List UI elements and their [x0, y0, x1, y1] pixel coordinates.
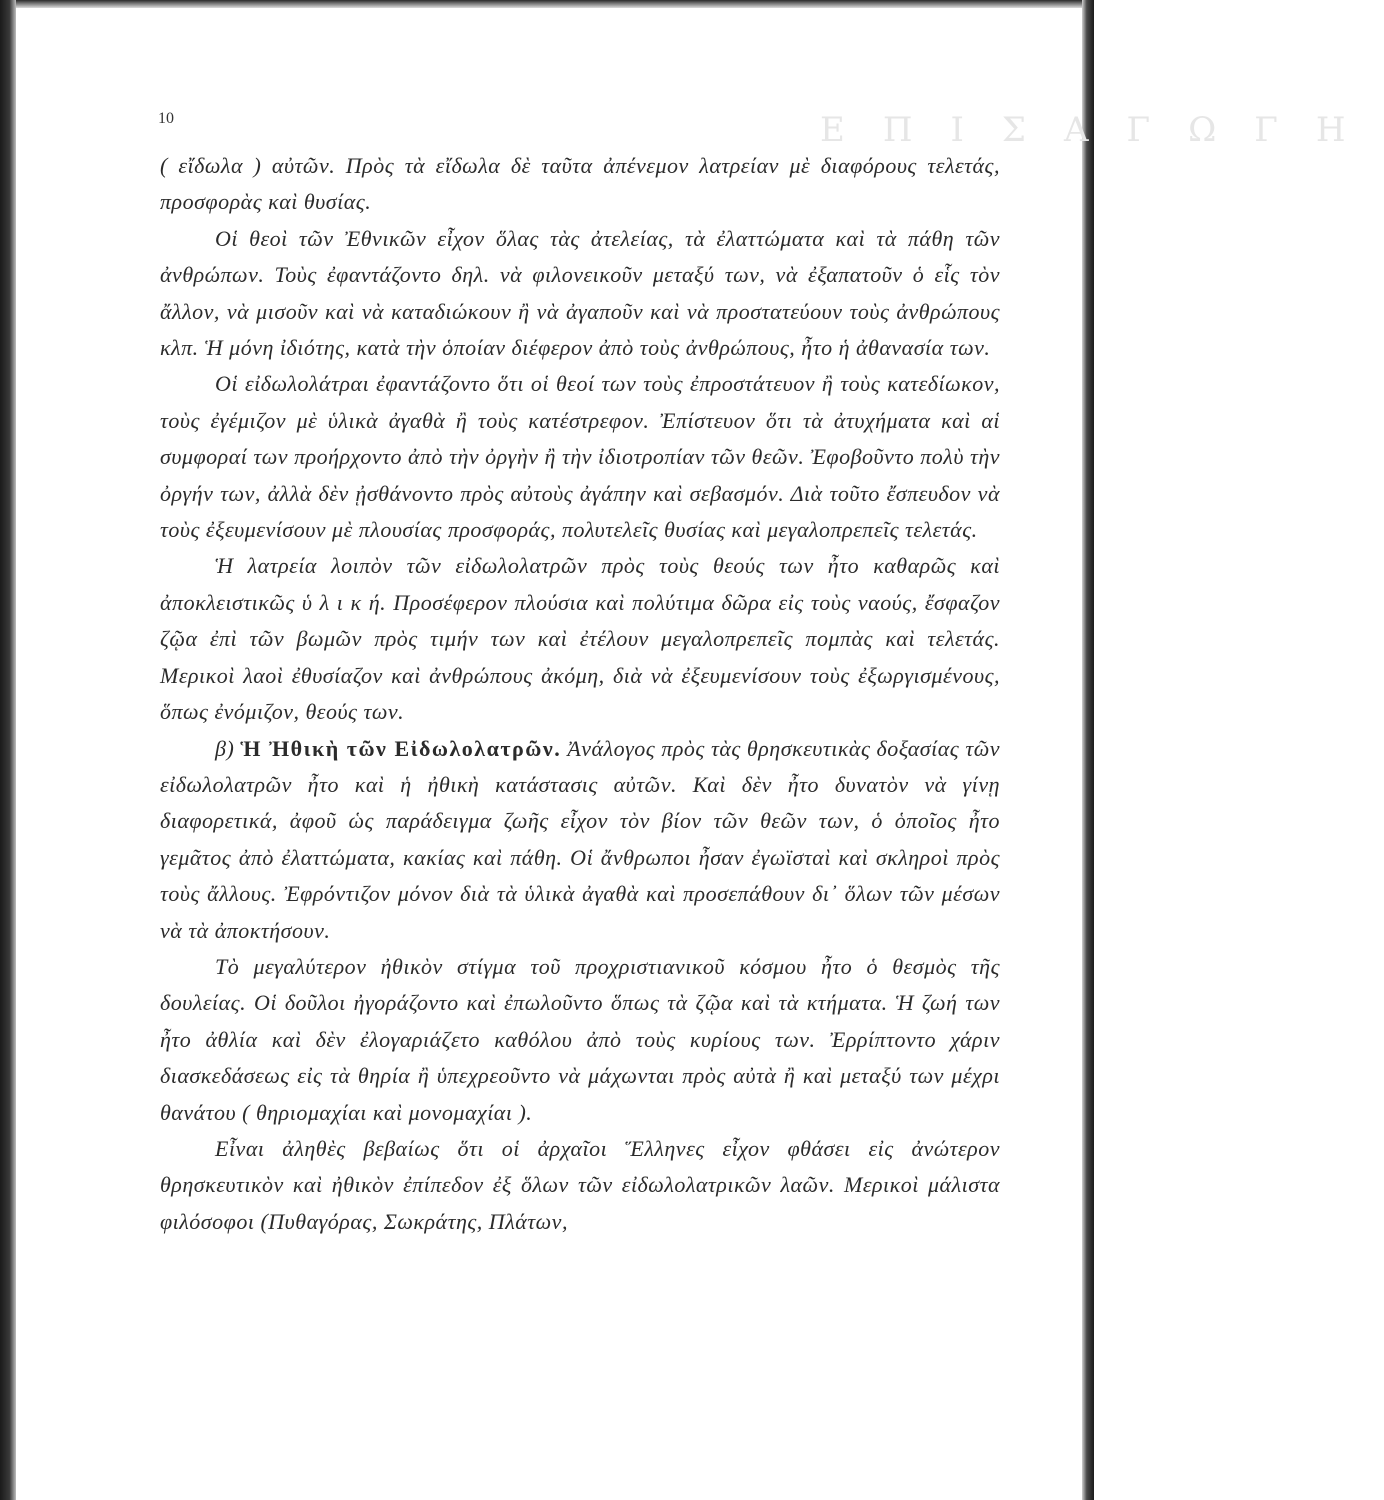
paragraph-3: Οἱ εἰδωλολάτραι ἐφαντάζοντο ὅτι οἱ θεοί των τοὺς ἐπροστάτευον ἢ τοὺς κατεδίωκον, τοὺς ἐγέμιζον μὲ ὑλικὰ ἀγαθὰ ἢ τοὺς κατέστρεφον. Ἐπίστευον ὅτι τὰ ἀτυχήματα καὶ αἱ συμφοραί των προήρχοντο ἀπὸ τὴν ὀργὴν ἢ τὴν ἰδιοτροπίαν τῶν θεῶν. Ἐφοβοῦντο πολὺ τὴν ὀργήν των, ἀλλὰ δὲν ᾐσθάνοντο πρὸς αὐτοὺς ἀγάπην καὶ σεβασμόν. Διὰ τοῦτο ἔσπευδον νὰ τοὺς ἐξευμενίσουν μὲ πλουσίας προσφοράς, πολυτελεῖς θυσίας καὶ μεγαλοπρεπεῖς τελετάς. — [160, 371, 1000, 543]
paragraph-5 — [160, 731, 1000, 949]
section-heading: Ἡ Ἠθικὴ τῶν Εἰδωλολατρῶν. — [240, 735, 562, 761]
body-text — [160, 148, 1000, 1240]
bleed-through-header: ΕΠΙΣΑΓΩΓΗ — [820, 110, 1384, 150]
paragraph-1: ( εἴδωλα ) αὐτῶν. Πρὸς τὰ εἴδωλα δὲ ταῦτα ἀπένεμον λατρείαν μὲ διαφόρους τελετάς, προσφορὰς καὶ θυσίας. — [160, 153, 1000, 215]
page-number: 10 — [158, 110, 174, 127]
paragraph-4: Ἡ λατρεία λοιπὸν τῶν εἰδωλολατρῶν πρὸς τοὺς θεούς των ἦτο καθαρῶς καὶ ἀποκλειστικῶς ὑ λ ι κ ή. Προσέφερον πλούσια καὶ πολύτιμα δῶρα εἰς τοὺς ναούς, ἔσφαζον ζῷα ἐπὶ τῶν βωμῶν πρὸς τιμήν των καὶ ἐτέλουν μεγαλοπρεπεῖς πομπὰς καὶ τελετάς. Μερικοὶ λαοὶ ἐθυσίαζον καὶ ἀνθρώπους ἀκόμη, διὰ νὰ ἐξευμενίσουν τοὺς ἐξωργισμένους, ὅπως ἐνόμιζον, θεούς των. — [160, 553, 1000, 725]
paragraph-5-text: Ἀνάλογος πρὸς τὰς θρησκευτικὰς δοξασίας τῶν εἰδωλολατρῶν ἦτο καὶ ἡ ἠθικὴ κατάστασις αὐτῶν. Καὶ δὲν ἦτο δυνατὸν νὰ γίνῃ διαφορετικά, ἀφοῦ ὡς παράδειγμα ζωῆς εἶχον τὸν βίον τῶν θεῶν των, ὁ ὁποῖος ἦτο γεμᾶτος ἀπὸ ἐλαττώματα, κακίας καὶ πάθη. Οἱ ἄνθρωποι ἦσαν ἐγωϊσταὶ καὶ σκληροὶ πρὸς τοὺς ἄλλους. Ἐφρόντιζον μόνον διὰ τὰ ὑλικὰ ἀγαθὰ καὶ προσεπάθουν δι᾽ ὅλων τῶν μέσων νὰ τὰ ἀποκτήσουν. — [160, 735, 1001, 943]
section-marker: β) — [215, 735, 235, 761]
scan-edge-right — [1082, 0, 1094, 1500]
paragraph-2: Οἱ θεοὶ τῶν Ἐθνικῶν εἶχον ὅλας τὰς ἀτελείας, τὰ ἐλαττώματα καὶ τὰ πάθη τῶν ἀνθρώπων. Τοὺς ἐφαντάζοντο δηλ. νὰ φιλονεικοῦν μεταξύ των, νὰ ἐξαπατοῦν ὁ εἷς τὸν ἄλλον, νὰ μισοῦν καὶ νὰ καταδιώκουν ἢ νὰ ἀγαποῦν καὶ νὰ προστατεύουν τοὺς ἀνθρώπους κλπ. Ἡ μόνη ἰδιότης, κατὰ τὴν ὁποίαν διέφερον ἀπὸ τοὺς ἀνθρώπους, ἦτο ἡ ἀθανασία των. — [160, 225, 1000, 361]
paragraph-6: Τὸ μεγαλύτερον ἠθικὸν στίγμα τοῦ προχριστιανικοῦ κόσμου ἦτο ὁ θεσμὸς τῆς δουλείας. Οἱ δοῦλοι ἠγοράζοντο καὶ ἐπωλοῦντο ὅπως τὰ ζῷα καὶ τὰ κτήματα. Ἡ ζωή των ἦτο ἀθλία καὶ δὲν ἐλογαριάζετο καθόλου ἀπὸ τοὺς κυρίους των. Ἐρρίπτοντο χάριν διασκεδάσεως εἰς τὰ θηρία ἢ ὑπεχρεοῦντο νὰ μάχωνται πρὸς αὐτὰ ἢ καὶ μεταξύ των μέχρι θανάτου ( θηριομαχίαι καὶ μονομαχίαι ). — [160, 953, 1000, 1125]
scan-edge-top — [0, 0, 1094, 8]
paragraph-7: Εἶναι ἀληθὲς βεβαίως ὅτι οἱ ἀρχαῖοι Ἕλληνες εἶχον φθάσει εἰς ἀνώτερον θρησκευτικὸν καὶ ἠθικὸν ἐπίπεδον ἐξ ὅλων τῶν εἰδωλολατρικῶν λαῶν. Μερικοὶ μάλιστα φιλόσοφοι (Πυθαγόρας, Σωκράτης, Πλάτων, — [160, 1135, 1000, 1234]
scan-edge-left — [0, 0, 16, 1500]
